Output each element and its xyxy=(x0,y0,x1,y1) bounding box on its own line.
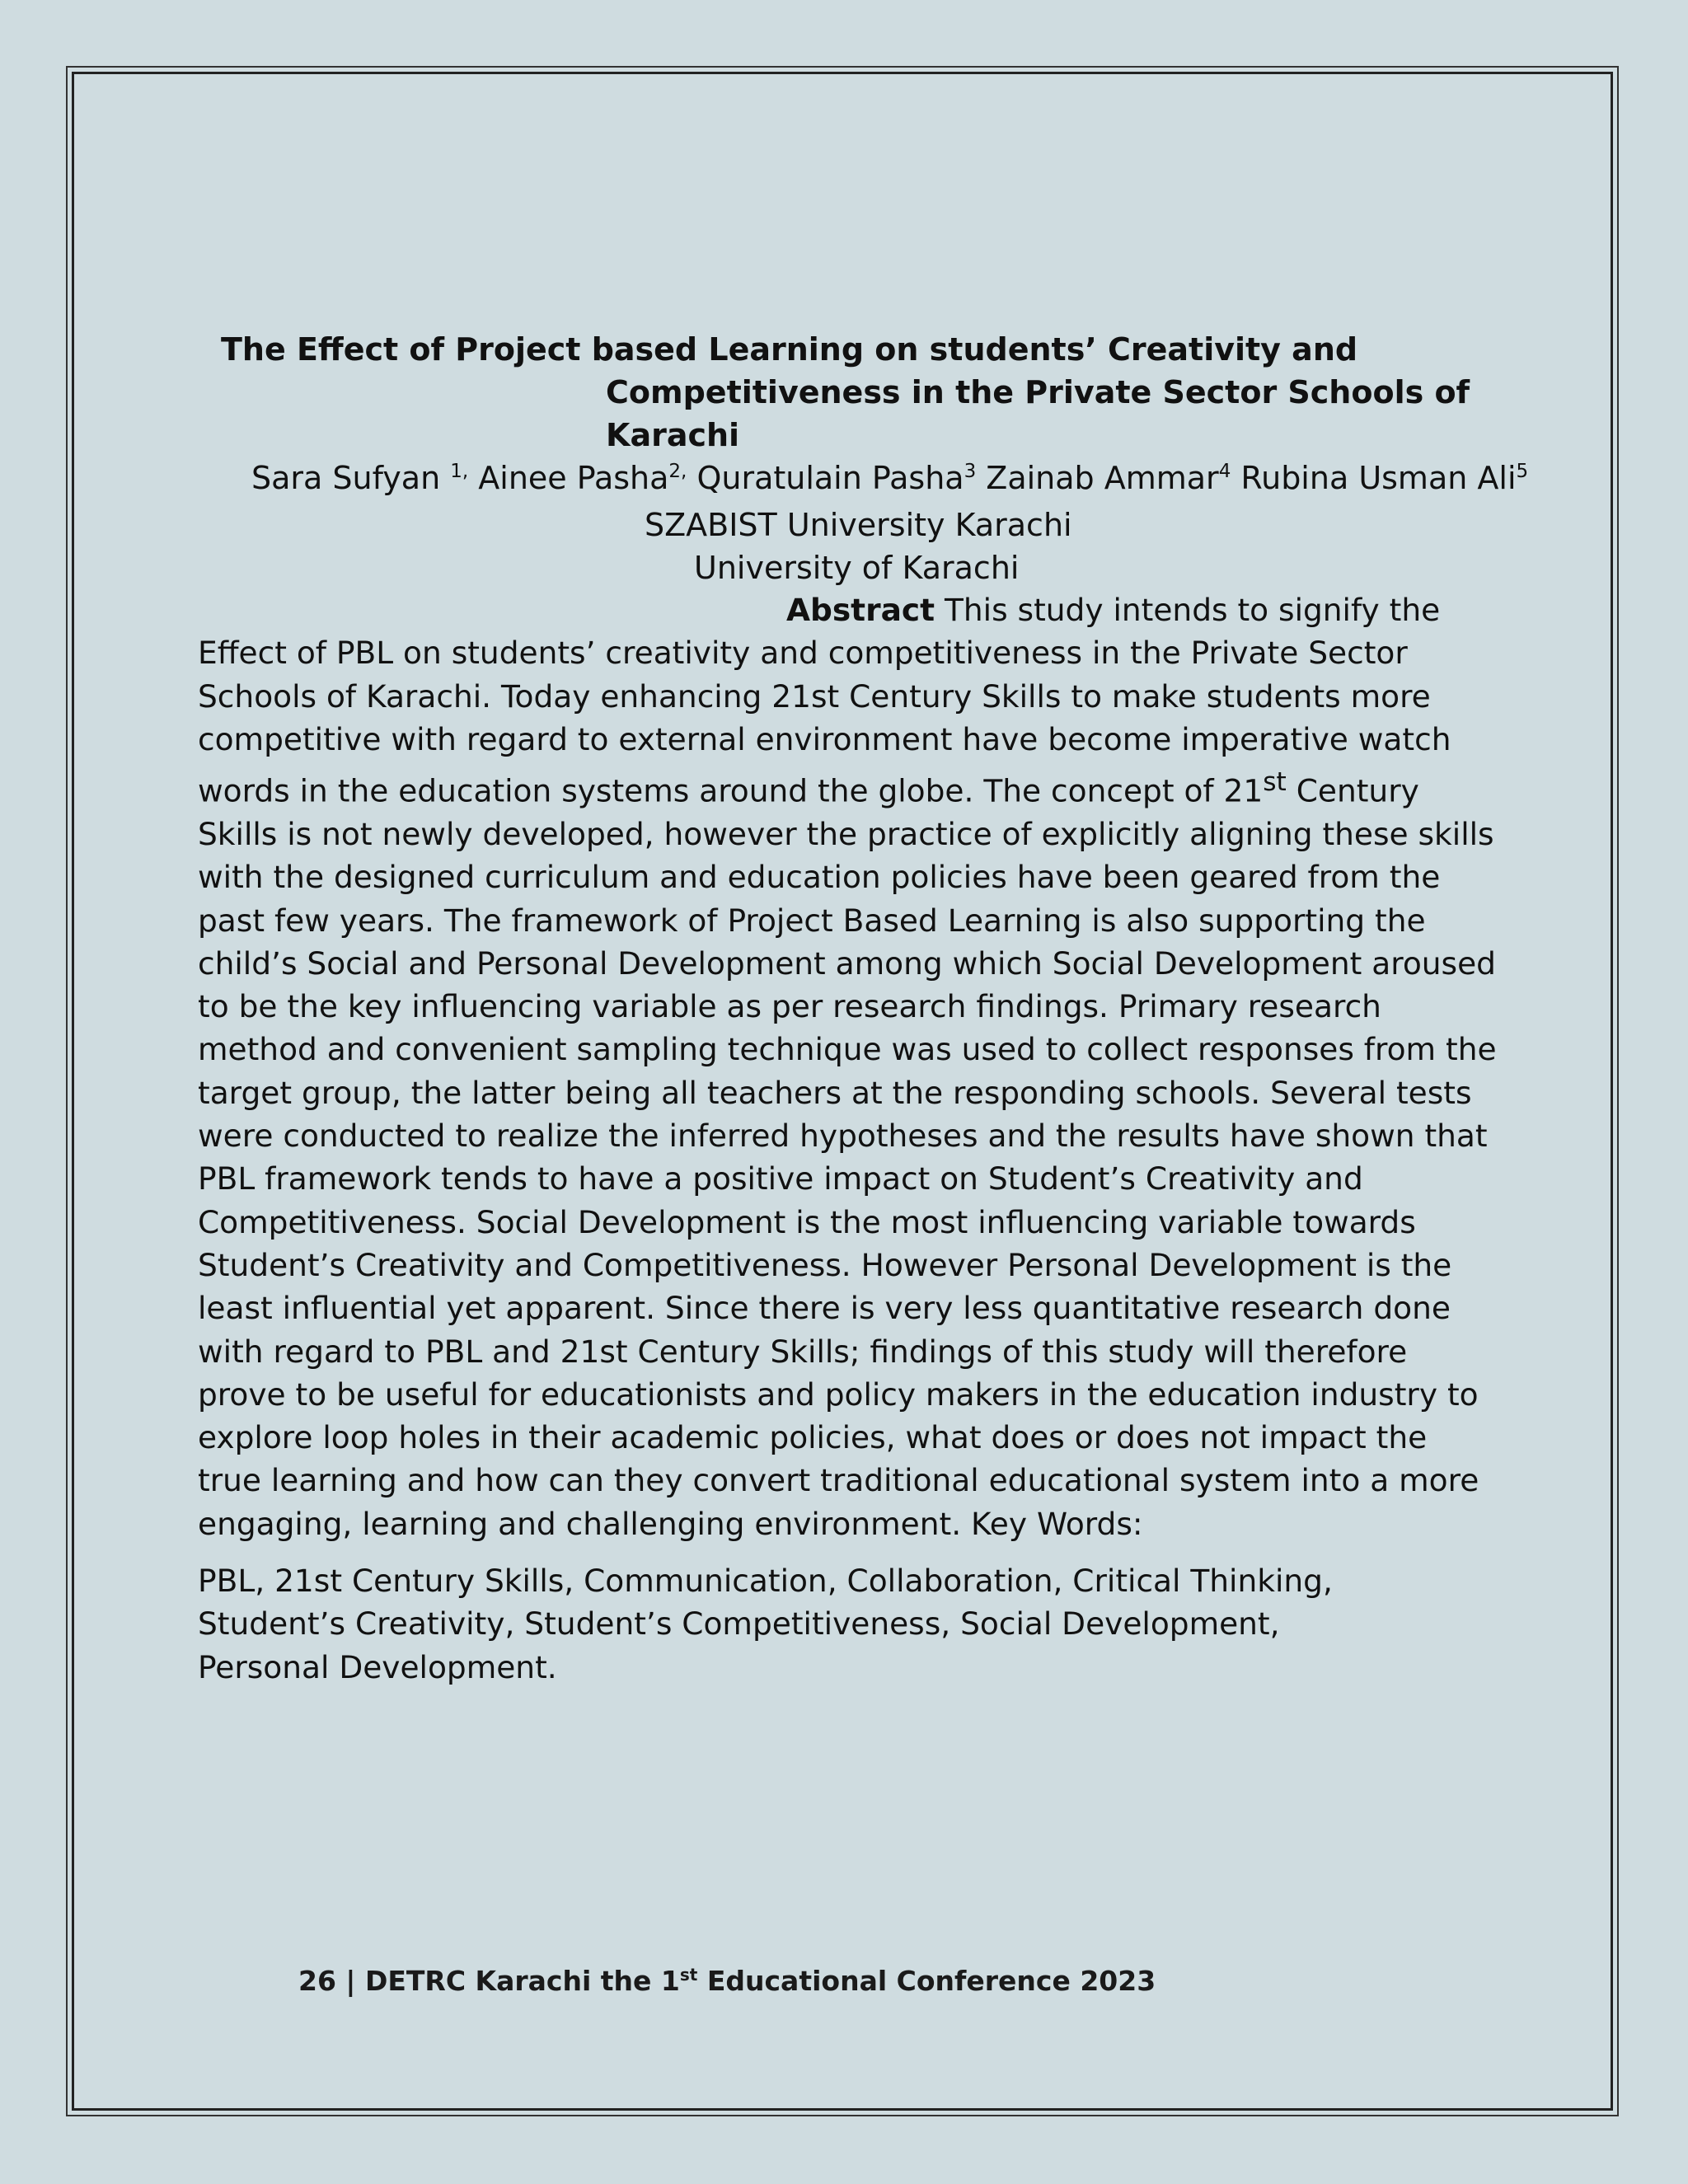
author-affiliation-mark: 1, xyxy=(450,461,469,482)
author-affiliation-mark: 3 xyxy=(964,461,977,482)
abstract xyxy=(198,588,1500,1545)
abstract-lead xyxy=(198,588,1500,631)
author-name: Zainab Ammar xyxy=(976,460,1219,496)
affiliation-szabist: SZABIST University Karachi xyxy=(645,507,1072,543)
ordinal-superscript: st xyxy=(1263,767,1287,798)
abstract-heading: Abstract xyxy=(786,592,935,628)
page-number: 26 xyxy=(298,1965,336,1997)
abstract-body-part-a: Effect of PBL on students’ creativity and competitiveness in the Private Sector Schools of Karachi. Today enhancing 21st Century Skills to make students more competitive with regard to external environment have become imperative watch words in the education systems around the globe. The concept of 21 xyxy=(198,635,1451,809)
abstract-body-part-b: Century Skills is not newly developed, however the practice of explicitly aligning these skills with the designed curriculum and education policies have been geared from the past few years. The framework of Project Based Learning is also supporting the child’s Social and Personal Development among which Social Development aroused to be the key influencing variable as per research findings. Primary research method and convenient sampling technique was used to collect responses from the target group, the latter being all teachers at the responding schools. Several tests were conducted to realize the inferred hypotheses and the results have shown that PBL framework tends to have a positive impact on Student’s Creativity and Competitiveness. Social Development is the most influencing variable towards Student’s Creativity and Competitiveness. However Personal Development is the least influential yet apparent. Since there is very less quantitative research done with regard to PBL and 21st Century Skills; findings of this study will therefore prove to be useful for educationists and policy makers in the education industry to explore loop holes in their academic policies, what does or does not impact the true learning and how can they convert traditional educational system into a more engaging, learning and challenging environment. xyxy=(198,772,1497,1542)
abstract-lead-text: This study intends to signify the xyxy=(935,592,1441,628)
author-affiliation-mark: 4 xyxy=(1218,461,1231,482)
author-name: Sara Sufyan xyxy=(251,460,451,496)
footer-text-end: Educational Conference 2023 xyxy=(697,1965,1156,1997)
author-name: Rubina Usman Ali xyxy=(1231,460,1517,496)
keywords-list: PBL, 21st Century Skills, Communication, Collaboration, Critical Thinking, Student’s Creativity, Student’s Competitiveness, Social Development, Personal Development. xyxy=(198,1563,1333,1685)
author-affiliation-mark: 2, xyxy=(668,461,687,482)
author-name: Ainee Pasha xyxy=(468,460,669,496)
footer-text: DETRC Karachi the 1 xyxy=(364,1965,680,1997)
title-line-2: Competitiveness in the Private Sector Schools of xyxy=(606,374,1470,410)
page-footer xyxy=(298,1963,1156,1999)
keywords-label: Key Words: xyxy=(961,1505,1143,1542)
title-line-3: Karachi xyxy=(606,417,740,453)
author-affiliation-mark: 5 xyxy=(1516,461,1529,482)
paper-title xyxy=(221,328,1507,457)
footer-separator: | xyxy=(335,1965,365,1997)
author-list xyxy=(251,455,1529,501)
footer-ordinal-superscript: st xyxy=(679,1965,698,1985)
title-line-1: The Effect of Project based Learning on students’ Creativity and xyxy=(221,331,1358,368)
affiliation-university-of-karachi: University of Karachi xyxy=(694,550,1020,586)
author-name: Quratulain Pasha xyxy=(687,460,964,496)
